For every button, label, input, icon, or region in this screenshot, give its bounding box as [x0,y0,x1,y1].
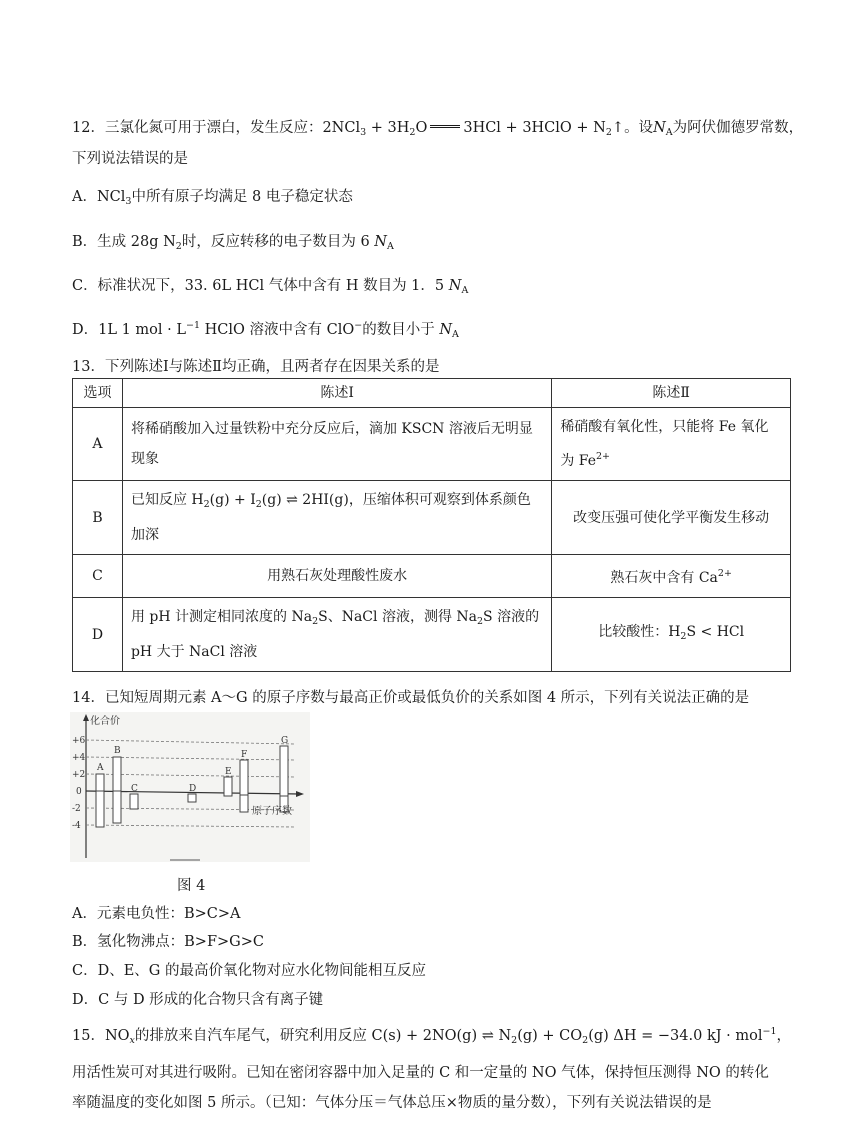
cell-text: S 溶液的 pH 大于 NaCl 溶液 [130,609,540,660]
bar-G-pos [280,746,288,796]
superscript: −1 [762,1026,777,1037]
bar-E [224,777,232,796]
bar-label: D [189,784,197,794]
bar-label: E [225,767,232,777]
equation: 2NCl [322,120,361,136]
row-statement-1: 用熟石灰处理酸性废水 [122,555,551,598]
superscript: −1 [186,320,201,331]
figure-4 [70,712,310,866]
superscript: − [354,320,363,331]
row-statement-1: 用 pH 计测定相同浓度的 $Na_2S$、NaCl 溶液，测得 $Na_2S$ 溶液的 pH 大于 NaCl 溶液 [122,598,551,672]
subscript: A [665,127,673,138]
bar-D [188,794,196,802]
q13-table [72,378,791,672]
q14-option-b: B．氢化物沸点：B>F>G>C [72,934,264,950]
q12-stem-line1: 12．三氯化氮可用于漂白，发生反应：$2NCl_3 + 3H_2O$ 3HCl + 3HClO + $N_2↑$。设$N_A$为阿伏伽德罗常数， [72,120,804,138]
q15-stem-line2: 用活性炭可对其进行吸附。已知在密闭容器中加入足量的 C 和一定量的 NO 气体，保持恒压测得 NO 的转化 [72,1065,769,1081]
subscript: A [452,329,459,340]
cell-text: 稀硝酸有氧化性，只能将 Fe 氧化为 Fe [560,419,769,469]
bar-F-neg [240,795,248,812]
row-option: A [73,408,123,481]
q15-text: 15．NO [72,1028,130,1044]
q12-option-c [72,274,468,296]
row-statement-1: 将稀硝酸加入过量铁粉中充分反应后，滴加 KSCN 溶液后无明显现象 [122,408,551,481]
figure-caption: 图 4 [177,878,206,894]
option-text: D．1L 1 mol · L [72,322,186,338]
avogadro-symbol: N [653,120,666,136]
table-row [73,598,791,672]
q12-option-b: B．生成 28g $N_2$时，反应转移的电子数目为 6 $N_A$ [72,234,394,252]
q12-stem-text: 。设 [624,120,654,136]
q15-text: (g) + CO [517,1028,583,1044]
y-tick: -2 [72,804,81,814]
cell-text: 已知反应 H [130,492,204,508]
cell-text: (g) + I [209,492,256,508]
bar-label: F [241,750,248,760]
gas-arrow: ↑ [611,120,625,136]
superscript: 2+ [596,451,611,462]
header-statement-1: 陈述Ⅰ [122,379,551,408]
q12-stem-line2: 下列说法错误的是 [72,151,188,167]
cell-text: (g) ⇌ 2HI(g)，压缩体积可观察到体系颜色加深 [130,492,531,543]
q12-stem-text: 为阿伏伽德罗常数， [672,120,804,136]
q14-option-d: D．C 与 D 形成的化合物只含有离子键 [72,992,324,1008]
bar-label: C [131,784,138,794]
superscript: 2+ [717,568,732,579]
q15-stem-line1: 15．$NO_x$的排放来自汽车尾气，研究利用反应 C(s) + 2NO(g) ⇌ $N_2(g) + CO_2(g) \Delta H = -34.0$ kJ · mol$^{-1}$， [72,1026,792,1046]
table-row [73,481,791,555]
bar-C [130,794,138,809]
subscript: x [129,1035,135,1046]
option-text: B．生成 28g N [72,234,176,250]
bar-label: B [114,746,121,756]
q12-option-a: A．NCl$_3$中所有原子均满足 8 电子稳定状态 [72,189,353,207]
x-axis-label: 原子序数 [252,806,292,817]
avogadro-symbol: N [448,278,462,294]
equation-part: + 3H [366,120,410,136]
option-text: C．标准状况下，33. 6L HCl 气体中含有 H 数目为 1．5 [72,278,445,294]
cell-text: 用 pH 计测定相同浓度的 Na [130,609,313,625]
bar-label: A [97,763,104,773]
table-row [73,408,791,481]
cell-text: S < HCl [686,624,745,640]
row-statement-1: 已知反应 $H_2(g) + I_2(g)$ ⇌ 2HI(g)，压缩体积可观察到体系颜色加深 [122,481,551,555]
header-statement-2: 陈述Ⅱ [552,379,791,408]
option-text: HClO 溶液中含有 ClO [200,322,355,338]
y-tick: +2 [72,770,86,780]
option-text: 时，反应转移的电子数目为 6 [181,234,370,250]
q15-text: ， [776,1028,792,1044]
cell-text: 比较酸性：H [598,624,681,640]
row-statement-2: 改变压强可使化学平衡发生移动 [552,481,791,555]
q15-stem-line3: 率随温度的变化如图 5 所示。（已知：气体分压＝气体总压×物质的量分数），下列有关说法错误的是 [72,1095,712,1111]
row-option: C [73,555,123,598]
cell-text: 熟石灰中含有 Ca [610,570,718,586]
equation-part: O [415,120,428,136]
row-option: B [73,481,123,555]
bar-label: G [281,736,289,746]
q15-text: (g) ΔH = −34.0 kJ · mol [588,1028,763,1044]
option-text: A．NCl [72,189,126,205]
y-axis-label: 化合价 [90,716,120,727]
row-statement-2: 比较酸性：$H_2S$ < HCl [552,598,791,672]
row-option: D [73,598,123,672]
option-text: 的数目小于 [362,322,435,338]
q12-stem-text: 12．三氯化氮可用于漂白，发生反应： [72,120,323,136]
bar-B-neg [113,791,121,823]
header-option: 选项 [73,379,123,408]
bar-A-pos [96,774,104,791]
row-statement-2 [552,555,791,598]
q15-text: 的排放来自汽车尾气，研究利用反应 C(s) + 2NO(g) ⇌ N [134,1028,512,1044]
q12-option-d [72,318,459,340]
subscript: A [461,285,469,296]
table-row [73,555,791,598]
subscript: A [386,241,394,252]
q14-option-a: A．元素电负性：B>C>A [72,906,241,922]
equals-sign [430,125,460,128]
valence-diagram [70,712,310,862]
q14-stem: 14．已知短周期元素 A～G 的原子序数与最高正价或最低负价的关系如图 4 所示，下列有关说法正确的是 [72,690,750,706]
option-text: 中所有原子均满足 8 电子稳定状态 [131,189,353,205]
y-tick: +4 [72,753,86,763]
bar-A-neg [96,791,104,827]
q14-option-c: C．D、E、G 的最高价氧化物对应水化物间能相互反应 [72,963,426,979]
row-statement-2 [552,408,791,481]
bar-B-pos [113,757,121,791]
table-header-row [73,379,791,408]
avogadro-symbol: N [374,234,387,250]
y-tick: +6 [72,736,86,746]
q13-stem: 13．下列陈述Ⅰ与陈述Ⅱ均正确，且两者存在因果关系的是 [72,359,440,375]
cell-text: S、NaCl 溶液，测得 Na [318,609,477,625]
bar-F-pos [240,760,248,795]
y-tick: 0 [76,787,82,797]
y-tick: -4 [72,821,81,831]
equation-part: 3HCl + 3HClO + N [463,120,606,136]
avogadro-symbol: N [439,322,452,338]
